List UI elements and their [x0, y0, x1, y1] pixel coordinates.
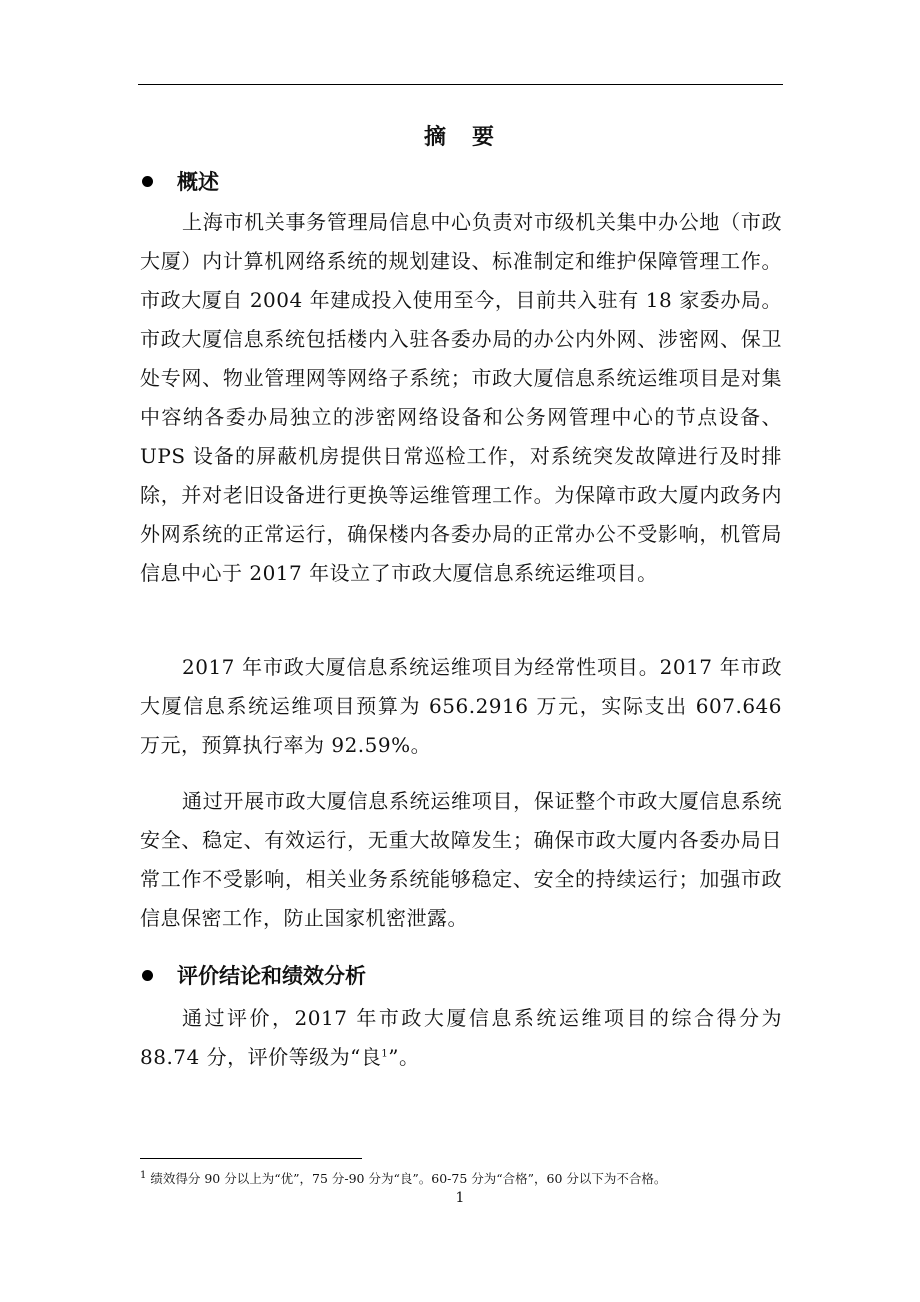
- section-heading-overview: [142, 166, 219, 196]
- paragraph: 2017 年市政大厦信息系统运维项目为经常性项目。2017 年市政大厦信息系统运维项目预算为 656.2916 万元，实际支出 607.646 万元，预算执行率为 92.59%。: [140, 655, 782, 757]
- section-heading-label: 评价结论和绩效分析: [177, 964, 366, 988]
- page-number: 1: [455, 1190, 465, 1206]
- footnote-marker: 1: [140, 1169, 147, 1181]
- paragraph-closing: ”。: [388, 1045, 420, 1069]
- page-title: 摘 要: [423, 125, 496, 150]
- footnote-text: 绩效得分 90 分以上为“优”，75 分-90 分为“良”。60-75 分为“合格”，60 分以下为不合格。: [150, 1171, 667, 1186]
- footnote-reference[interactable]: 1: [381, 1048, 389, 1060]
- section-heading-label: 概述: [177, 170, 219, 194]
- paragraph: 上海市机关事务管理局信息中心负责对市级机关集中办公地（市政大厦）内计算机网络系统的规划建设、标准制定和维护保障管理工作。市政大厦自 2004 年建成投入使用至今，目前共入驻有 18 家委办局。市政大厦信息系统包括楼内入驻各委办局的办公内外网、涉密网、保卫处专网、物业管理网等网络子系统；市政大厦信息系统运维项目是对集中容纳各委办局独立的涉密网络设备和公务网管理中心的节点设备、UPS 设备的屏蔽机房提供日常巡检工作，对系统突发故障进行及时排除，并对老旧设备进行更换等运维管理工作。为保障市政大厦内政务内外网系统的正常运行，确保楼内各委办局的正常办公不受影响，机管局信息中心于 2017 年设立了市政大厦信息系统运维项目。: [140, 210, 782, 585]
- paragraph: [140, 999, 782, 1077]
- paragraph: 通过开展市政大厦信息系统运维项目，保证整个市政大厦信息系统安全、稳定、有效运行，无重大故障发生；确保市政大厦内各委办局日常工作不受影响，相关业务系统能够稳定、安全的持续运行；加强市政信息保密工作，防止国家机密泄露。: [140, 789, 782, 930]
- section-heading-evaluation: [142, 960, 366, 990]
- header-rule: [138, 84, 783, 85]
- paragraph-text: 通过评价，2017 年市政大厦信息系统运维项目的综合得分为 88.74 分，评价等级为“良: [140, 1006, 782, 1069]
- footnote: [140, 1170, 800, 1188]
- bullet-icon: [142, 176, 153, 187]
- bullet-icon: [142, 970, 153, 981]
- footnote-divider: [140, 1158, 362, 1159]
